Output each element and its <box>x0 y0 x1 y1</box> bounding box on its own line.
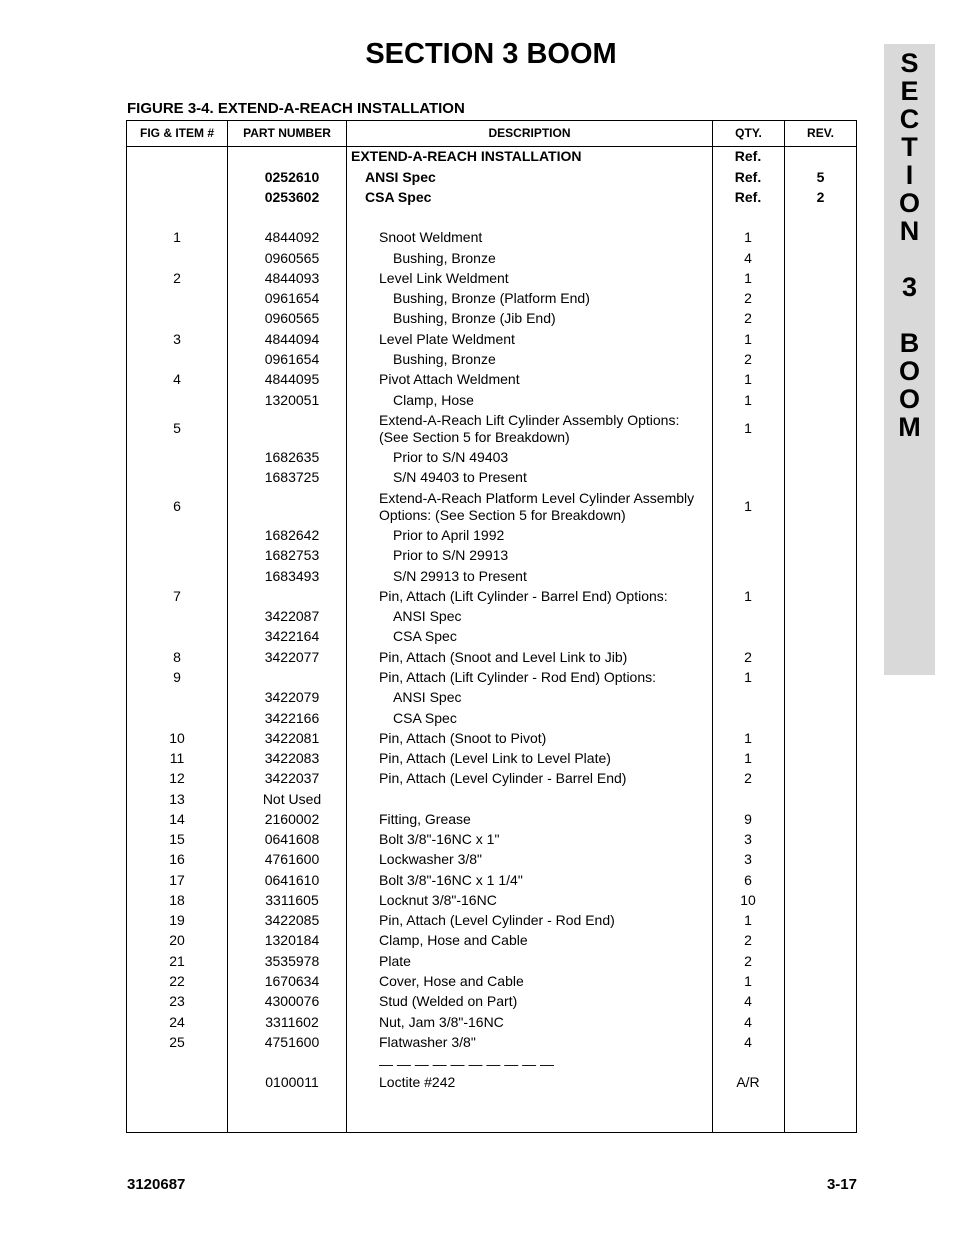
item-number: 16 <box>169 851 185 867</box>
part-number: 0960565 <box>264 250 320 266</box>
part-description: Pin, Attach (Snoot to Pivot) <box>379 730 547 746</box>
quantity: 3 <box>744 851 752 867</box>
item-number: 22 <box>169 973 185 989</box>
part-description: Snoot Weldment <box>379 229 483 245</box>
part-description: Bushing, Bronze <box>393 250 496 266</box>
side-tab-letter: S <box>900 48 919 78</box>
part-number: 3422085 <box>264 912 320 928</box>
part-number: 3422037 <box>264 770 320 786</box>
header-divider <box>127 146 856 147</box>
part-description: ANSI Spec <box>365 169 436 185</box>
item-number: 20 <box>169 932 185 948</box>
side-tab-letter: T <box>901 132 918 162</box>
item-number: 9 <box>173 669 181 685</box>
part-number: 4844092 <box>264 229 320 245</box>
quantity: A/R <box>736 1074 760 1090</box>
page-number: 3-17 <box>826 1176 857 1193</box>
quantity: Ref. <box>734 148 762 164</box>
side-tab-letter: O <box>898 188 920 218</box>
quantity: 2 <box>744 351 752 367</box>
header-item: FIG & ITEM # <box>139 126 214 140</box>
part-number: 4844095 <box>264 371 320 387</box>
part-number: 0252610 <box>264 169 320 185</box>
part-description: Pin, Attach (Lift Cylinder - Barrel End) Options: <box>379 588 668 604</box>
quantity: 1 <box>744 229 752 245</box>
quantity: 9 <box>744 811 752 827</box>
side-tab-letters <box>884 49 935 441</box>
side-tab-spacer <box>884 245 935 273</box>
part-description: Pin, Attach (Lift Cylinder - Rod End) Options: <box>379 669 657 685</box>
part-description: Bolt 3/8"-16NC x 1" <box>379 831 500 847</box>
part-description: Pin, Attach (Level Cylinder - Barrel End) <box>379 770 627 786</box>
part-description: Bushing, Bronze (Platform End) <box>393 290 590 306</box>
item-number: 18 <box>169 892 185 908</box>
quantity: Ref. <box>734 189 762 205</box>
part-number: 2160002 <box>264 811 320 827</box>
quantity: 1 <box>744 392 752 408</box>
revision: 5 <box>816 169 825 185</box>
part-description: Level Plate Weldment <box>379 331 515 347</box>
quantity: Ref. <box>734 169 762 185</box>
header-description: DESCRIPTION <box>488 126 571 140</box>
figure-title: FIGURE 3-4. EXTEND-A-REACH INSTALLATION <box>127 100 465 117</box>
part-number: 0253602 <box>264 189 320 205</box>
part-description: Pin, Attach (Level Cylinder - Rod End) <box>379 912 615 928</box>
quantity: 1 <box>744 750 752 766</box>
part-description: CSA Spec <box>365 189 432 205</box>
header-qty: QTY. <box>735 126 762 140</box>
part-number: 1682642 <box>264 527 320 543</box>
part-description: S/N 29913 to Present <box>393 568 527 584</box>
quantity: 1 <box>744 973 752 989</box>
item-number: 10 <box>169 730 185 746</box>
part-description: Extend-A-Reach Lift Cylinder Assembly Options: (See Section 5 for Breakdown) <box>379 412 680 445</box>
header-rev: REV. <box>807 126 834 140</box>
item-number: 4 <box>173 371 181 387</box>
item-number: 2 <box>173 270 181 286</box>
part-description: Stud (Welded on Part) <box>379 993 518 1009</box>
part-number: 3422077 <box>264 649 320 665</box>
part-description: Nut, Jam 3/8"-16NC <box>379 1014 504 1030</box>
part-number: 1682635 <box>264 449 320 465</box>
part-number: 0960565 <box>264 310 320 326</box>
part-number: 1320184 <box>264 932 320 948</box>
quantity: 1 <box>744 912 752 928</box>
quantity: 1 <box>744 498 752 514</box>
item-number: 17 <box>169 872 185 888</box>
part-number: 3422081 <box>264 730 320 746</box>
side-tab-letter: I <box>905 160 914 190</box>
side-tab-letter: M <box>898 412 921 442</box>
quantity: 4 <box>744 993 752 1009</box>
item-number: 14 <box>169 811 185 827</box>
part-description: ANSI Spec <box>393 608 462 624</box>
part-description: Pin, Attach (Level Link to Level Plate) <box>379 750 611 766</box>
quantity: 4 <box>744 250 752 266</box>
item-number: 19 <box>169 912 185 928</box>
quantity: 1 <box>744 371 752 387</box>
item-number: 5 <box>173 420 181 436</box>
quantity: 1 <box>744 420 752 436</box>
part-description: Pin, Attach (Snoot and Level Link to Jib) <box>379 649 628 665</box>
side-tab-spacer <box>884 301 935 329</box>
quantity: 2 <box>744 310 752 326</box>
part-description: Lockwasher 3/8" <box>379 851 483 867</box>
part-number: 3311602 <box>265 1014 319 1030</box>
item-number: 24 <box>169 1014 185 1030</box>
part-number: 1320051 <box>264 392 320 408</box>
part-number: 3422083 <box>264 750 320 766</box>
part-description: CSA Spec <box>393 710 457 726</box>
side-tab-letter: 3 <box>901 272 918 302</box>
quantity: 6 <box>744 872 752 888</box>
part-number: 0100011 <box>265 1074 319 1090</box>
section-side-tab <box>884 44 935 675</box>
part-number: 3422164 <box>264 628 320 644</box>
item-number: 8 <box>173 649 181 665</box>
part-number: 4300076 <box>264 993 320 1009</box>
quantity: 1 <box>744 331 752 347</box>
part-description: Cover, Hose and Cable <box>379 973 524 989</box>
column-divider <box>227 121 228 1132</box>
part-description: Prior to S/N 29913 <box>393 547 509 563</box>
quantity: 2 <box>744 770 752 786</box>
part-number: 3422087 <box>264 608 320 624</box>
part-description: CSA Spec <box>393 628 457 644</box>
part-description: Level Link Weldment <box>379 270 509 286</box>
part-description: — — — — — — — — — — <box>379 1056 555 1072</box>
part-number: 1682753 <box>264 547 320 563</box>
quantity: 2 <box>744 953 752 969</box>
side-tab-letter: E <box>900 76 919 106</box>
part-number: 0641610 <box>264 872 320 888</box>
quantity: 3 <box>744 831 752 847</box>
part-number: 0961654 <box>264 351 320 367</box>
item-number: 1 <box>173 229 181 245</box>
part-number: 0961654 <box>264 290 320 306</box>
part-number: 3535978 <box>264 953 320 969</box>
part-number: 3311605 <box>265 892 319 908</box>
part-description: Locknut 3/8"-16NC <box>379 892 497 908</box>
part-number: 4751600 <box>264 1034 320 1050</box>
part-description: Prior to April 1992 <box>393 527 505 543</box>
item-number: 13 <box>169 791 185 807</box>
part-number: Not Used <box>262 791 322 807</box>
revision: 2 <box>816 189 825 205</box>
part-description: Pivot Attach Weldment <box>379 371 520 387</box>
part-number: 0641608 <box>264 831 320 847</box>
part-description: Plate <box>379 953 411 969</box>
parts-table <box>126 120 857 1133</box>
quantity: 2 <box>744 649 752 665</box>
quantity: 1 <box>744 669 752 685</box>
item-number: 15 <box>169 831 185 847</box>
part-description: Extend-A-Reach Platform Level Cylinder Assembly Options: (See Section 5 for Breakdown) <box>379 490 695 523</box>
part-description: Clamp, Hose <box>393 392 474 408</box>
page-title: SECTION 3 BOOM <box>365 38 617 70</box>
part-description: Fitting, Grease <box>379 811 471 827</box>
quantity: 1 <box>744 270 752 286</box>
item-number: 6 <box>173 498 181 514</box>
item-number: 11 <box>169 750 185 766</box>
quantity: 4 <box>744 1014 752 1030</box>
part-description: Prior to S/N 49403 <box>393 449 509 465</box>
part-description: Clamp, Hose and Cable <box>379 932 528 948</box>
part-description: Bushing, Bronze (Jib End) <box>393 310 556 326</box>
part-number: 4844094 <box>264 331 320 347</box>
header-part-number: PART NUMBER <box>243 126 331 140</box>
side-tab-letter: C <box>899 104 920 134</box>
item-number: 7 <box>173 588 181 604</box>
quantity: 4 <box>744 1034 752 1050</box>
quantity: 1 <box>744 588 752 604</box>
part-number: 4844093 <box>264 270 320 286</box>
quantity: 10 <box>740 892 756 908</box>
item-number: 21 <box>169 953 185 969</box>
part-description: Bolt 3/8"-16NC x 1 1/4" <box>379 872 523 888</box>
part-description: Flatwasher 3/8" <box>379 1034 476 1050</box>
part-description: EXTEND-A-REACH INSTALLATION <box>351 148 582 164</box>
side-tab-letter: O <box>898 356 920 386</box>
quantity: 2 <box>744 932 752 948</box>
part-description: S/N 49403 to Present <box>393 469 527 485</box>
part-description: Bushing, Bronze <box>393 351 496 367</box>
doc-number: 3120687 <box>127 1176 186 1193</box>
side-tab-letter: B <box>899 328 920 358</box>
part-description: ANSI Spec <box>393 689 462 705</box>
part-number: 3422079 <box>264 689 320 705</box>
part-number: 1683493 <box>264 568 320 584</box>
side-tab-letter: N <box>899 216 920 246</box>
side-tab-letter: O <box>898 384 920 414</box>
part-description: Loctite #242 <box>379 1074 456 1090</box>
quantity: 2 <box>744 290 752 306</box>
part-number: 3422166 <box>264 710 320 726</box>
part-number: 1683725 <box>264 469 320 485</box>
item-number: 23 <box>169 993 185 1009</box>
column-divider <box>784 121 785 1132</box>
item-number: 25 <box>169 1034 185 1050</box>
part-number: 4761600 <box>264 851 320 867</box>
item-number: 12 <box>169 770 185 786</box>
part-number: 1670634 <box>264 973 320 989</box>
item-number: 3 <box>173 331 181 347</box>
quantity: 1 <box>744 730 752 746</box>
